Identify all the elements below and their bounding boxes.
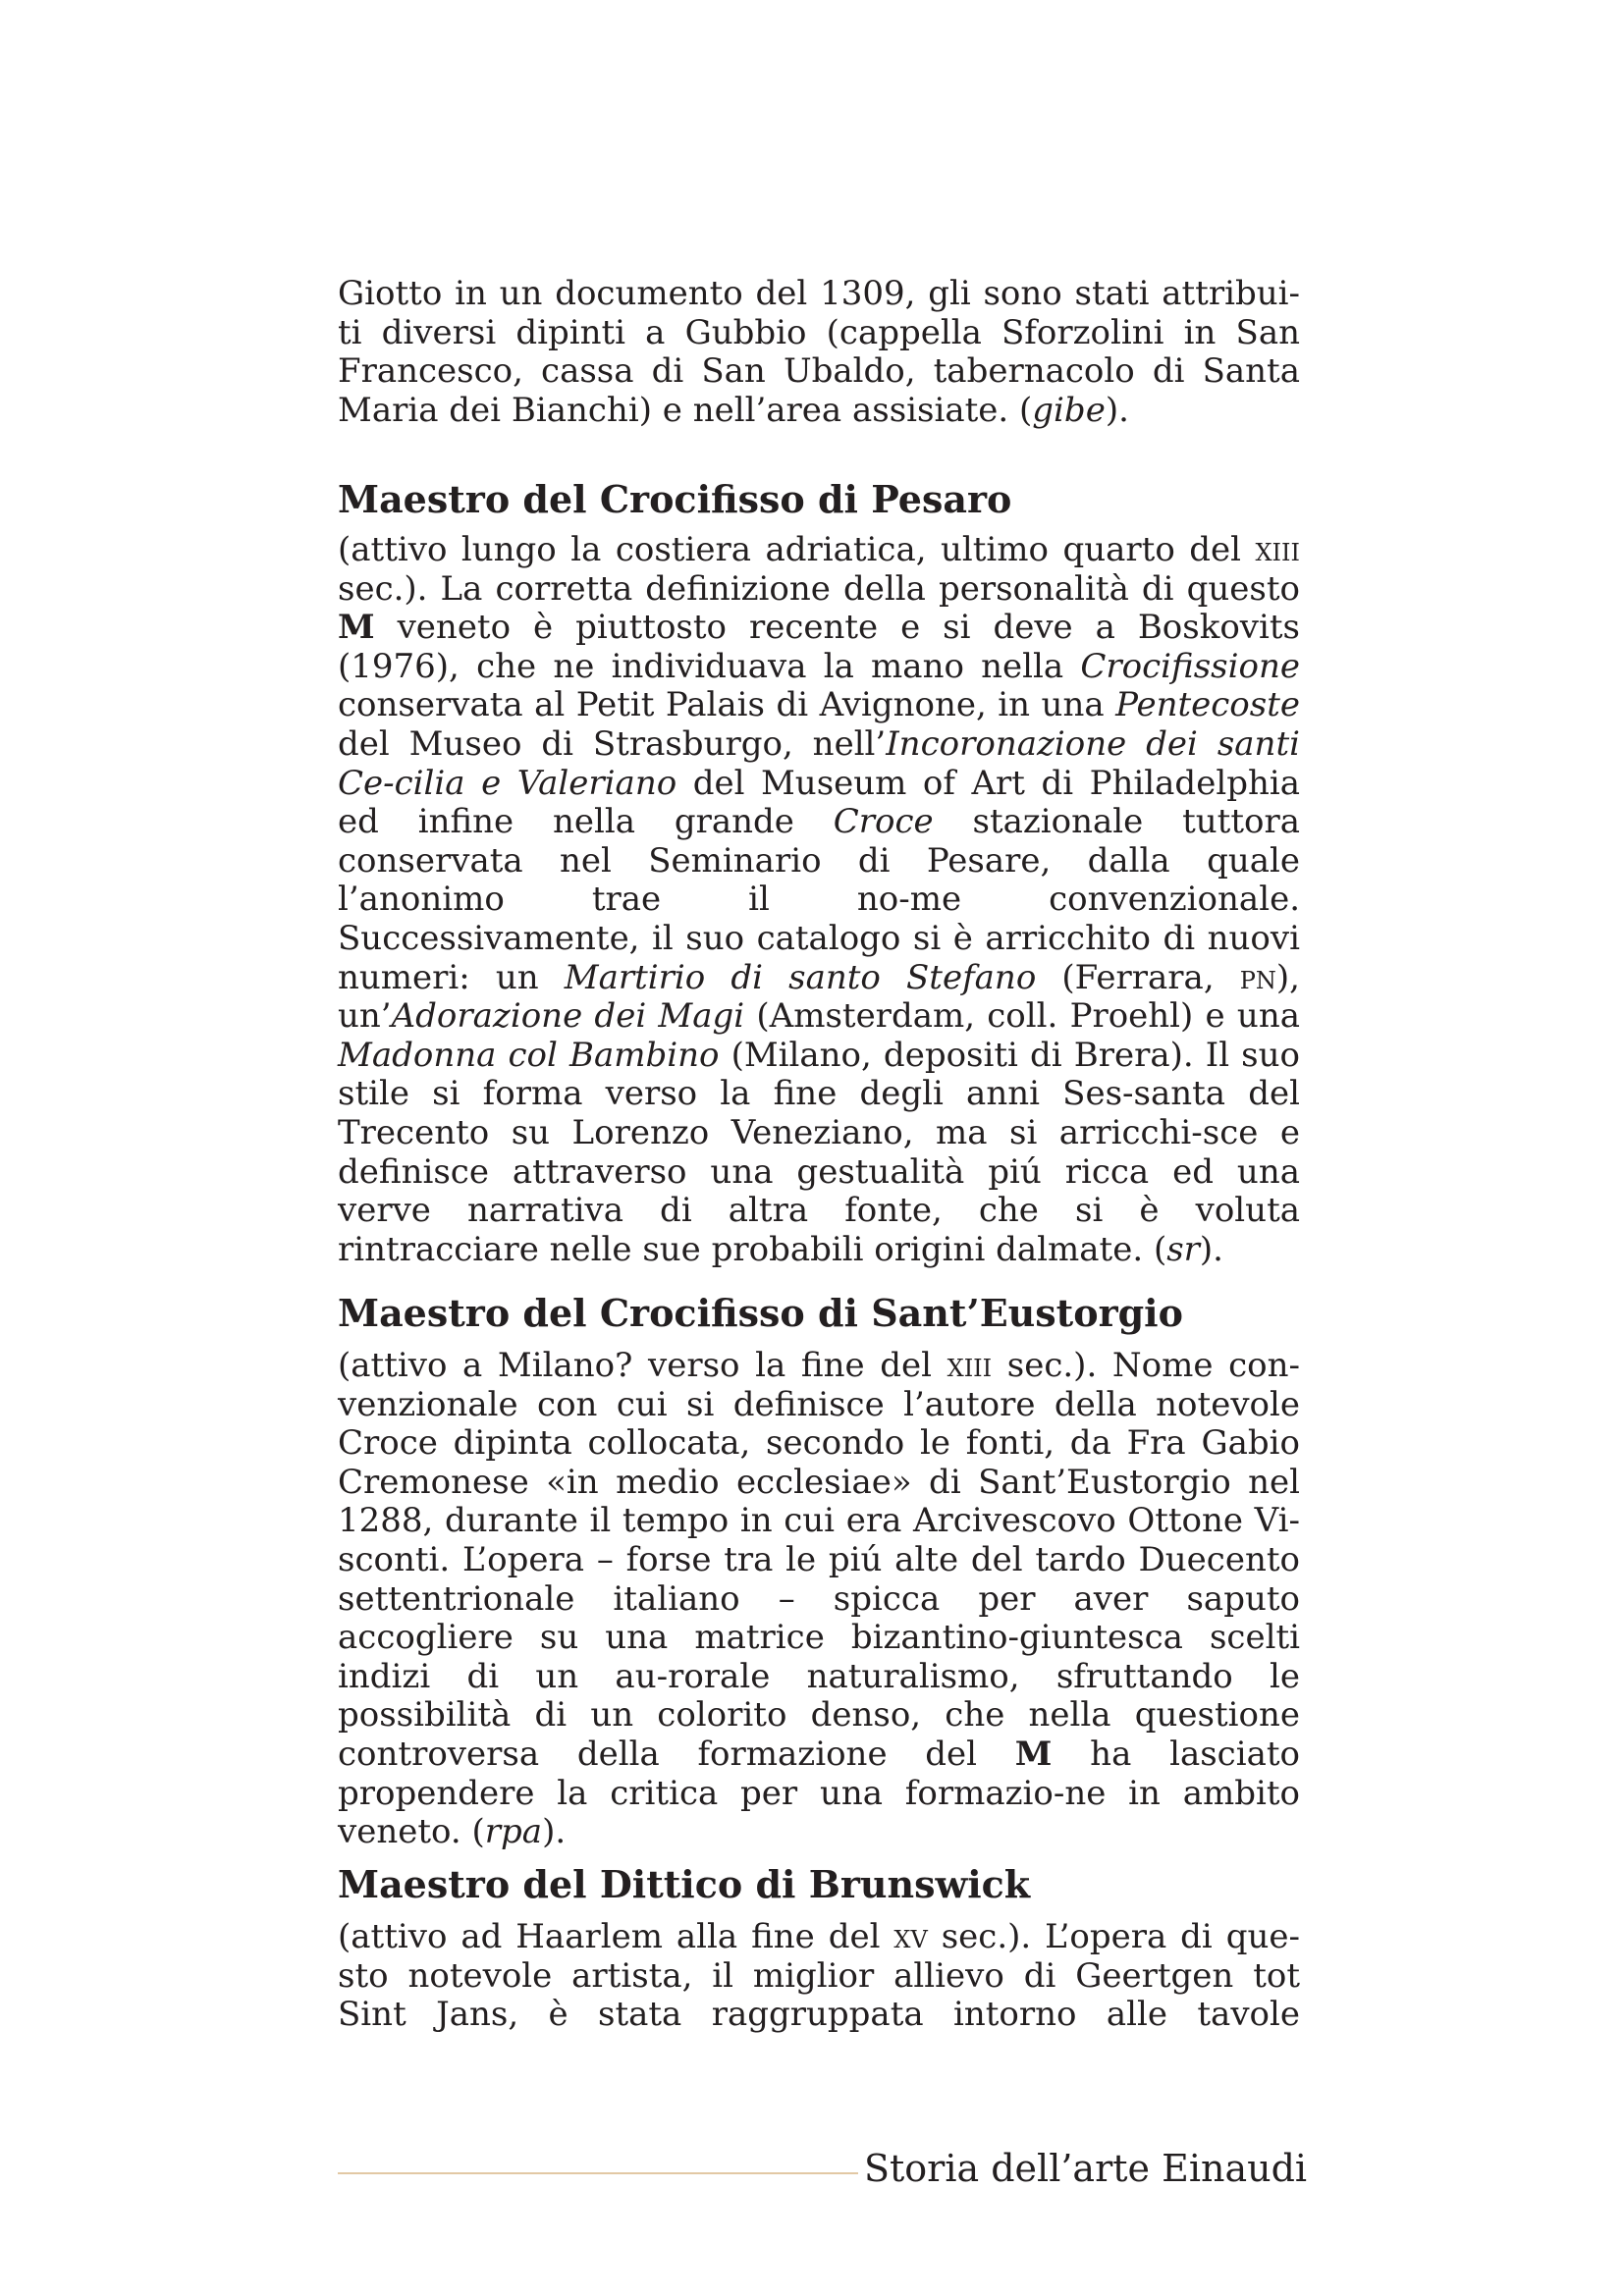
text-run: veneto è piuttosto recente e si deve a Boskovits (1976), che ne individuava la mano nella [338,608,1300,686]
text-run: sec.). L’opera di que-sto notevole artista, il miglior allievo di Geertgen tot Sint Jans, è stata raggruppata intorno alle tavole [338,1917,1301,2035]
century-numeral: xiii [1255,530,1300,569]
text-run: del Museum of Art di Philadelphia ed infine nella grande [338,763,1300,842]
master-abbreviation: M [1014,1734,1053,1774]
entry-continuation-paragraph: Giotto in un documento del 1309, gli sono stati attribui-ti diversi dipinti a Gubbio (cappella Sforzolini in San Francesco, cassa di San Ubaldo, tabernacolo di Santa Maria dei Bianchi) e nell’area assisiate. (gibe). [338,274,1300,430]
text-run: (Ferrara, [1036,957,1240,997]
entry-body-pesaro: (attivo lungo la costiera adriatica, ultimo quarto del xiii sec.). La corretta definizione della personalità di questo M veneto è piuttosto recente e si deve a Boskovits (1976), che ne individuava la mano nella Crocifissione conservata al Petit Palais di Avignone, in una Pentecoste del Museo di Strasburgo, nell’Incoronazione dei santi Ce-cilia e Valeriano del Museum of Art di Philadelphia ed infine nella grande Croce stazionale tuttora conservata nel Seminario di Pesare, dalla quale l’anonimo trae il no-me convenzionale. Successivamente, il suo catalogo si è arricchito di nuovi numeri: un Martirio di santo Stefano (Ferrara, pn), un’Adorazione dei Magi (Amsterdam, coll. Proehl) e una Madonna col Bambino (Milano, depositi di Brera). Il suo stile si forma verso la fine degli anni Ses-santa del Trecento su Lorenzo Veneziano, ma si arricchi-sce e definisce attraverso una gestualità piú ricca ed una verve narrativa di altra fonte, che si è voluta rintracciare nelle sue probabili origini dalmate. (sr). [338,530,1301,1269]
museum-abbreviation: pn [1239,957,1276,997]
author-signature: gibe [1032,390,1106,430]
text-run: ha lasciato propendere la critica per una formazio-ne in ambito veneto. [338,1734,1300,1852]
artwork-title: Pentecoste [1115,685,1300,725]
artwork-title: Incoronazione dei santi Ce-cilia e Valeriano [338,723,1300,803]
text-run: (attivo ad Haarlem alla fine del [338,1917,894,1956]
artwork-title: Croce [833,802,934,842]
century-numeral: xv [893,1917,928,1956]
artwork-title: Adorazione dei Magi [391,996,745,1037]
text-run: (Amsterdam, coll. Proehl) e una [744,996,1300,1037]
entry-heading-pesaro: Maestro del Crocifisso di Pesaro [338,477,1012,521]
artwork-title: Martirio di santo Stefano [564,957,1037,997]
text-run: ), un’ [338,957,1300,1037]
text-run: (Milano, depositi di Brera). Il suo stile si forma verso la fine degli anni Ses-santa del Trecento su Lorenzo Veneziano, ma si arricchi-sce e definisce attraverso una gestualità piú ricca ed una verve narrativa di altra fonte, che si è voluta rintracciare nelle sue probabili origini dalmate. [338,1035,1301,1269]
author-signature: rpa [484,1812,543,1852]
master-abbreviation: M [338,608,375,648]
artwork-title: Madonna col Bambino [338,1035,720,1075]
text-run: conservata al Petit Palais di Avignone, in una [338,685,1116,725]
century-numeral: xiii [947,1346,993,1385]
text-run: stazionale tuttora conservata nel Seminario di Pesare, dalla quale l’anonimo trae il no-me convenzionale. Successivamente, il suo catalogo si è arricchito di nuovi numeri: un [338,802,1300,997]
footer-divider [338,2172,858,2174]
author-signature: sr [1166,1229,1200,1269]
text-run: del Museo di Strasburgo, nell’ [338,723,887,764]
artwork-title: Crocifissione [1080,646,1300,686]
entry-heading-eustorgio: Maestro del Crocifisso di Sant’Eustorgio [338,1291,1183,1335]
text-run: sec.). Nome con-venzionale con cui si definisce l’autore della notevole Croce dipinta collocata, secondo le fonti, da Fra Gabio Cremonese «in medio ecclesiae» di Sant’Eustorgio nel 1288, durante il tempo in cui era Arcivescovo Ottone Vi-sconti. L’opera – forse tra le piú alte del tardo Duecento settentrionale italiano – spicca per aver saputo accogliere su una matrice bizantino-giuntesca scelti indizi di un au-rorale naturalismo, sfruttando le possibilità di un colorito denso, che nella questione controversa della formazione del [338,1346,1300,1774]
text-run: sec.). La corretta definizione della personalità di questo [338,568,1300,609]
footer-publication-title: Storia dell’arte Einaudi [864,2147,1308,2190]
text-run: (attivo a Milano? verso la fine del [338,1346,947,1385]
entry-body-brunswick [338,1918,1300,2035]
text-run: (attivo lungo la costiera adriatica, ultimo quarto del [338,530,1256,569]
entry-heading-brunswick: Maestro del Dittico di Brunswick [338,1862,1031,1906]
paragraph-text: Giotto in un documento del 1309, gli sono stati attribui-ti diversi dipinti a Gubbio (cappella Sforzolini in San Francesco, cassa di San Ubaldo, tabernacolo di Santa Maria dei Bianchi) e nell’area assisiate. [338,274,1300,430]
entry-body-eustorgio: (attivo a Milano? verso la fine del xiii sec.). Nome con-venzionale con cui si definisce l’autore della notevole Croce dipinta collocata, secondo le fonti, da Fra Gabio Cremonese «in medio ecclesiae» di Sant’Eustorgio nel 1288, durante il tempo in cui era Arcivescovo Ottone Vi-sconti. L’opera – forse tra le piú alte del tardo Duecento settentrionale italiano – spicca per aver saputo accogliere su una matrice bizantino-giuntesca scelti indizi di un au-rorale naturalismo, sfruttando le possibilità di un colorito denso, che nella questione controversa della formazione del M ha lasciato propendere la critica per una formazio-ne in ambito veneto. (rpa). [338,1346,1300,1852]
